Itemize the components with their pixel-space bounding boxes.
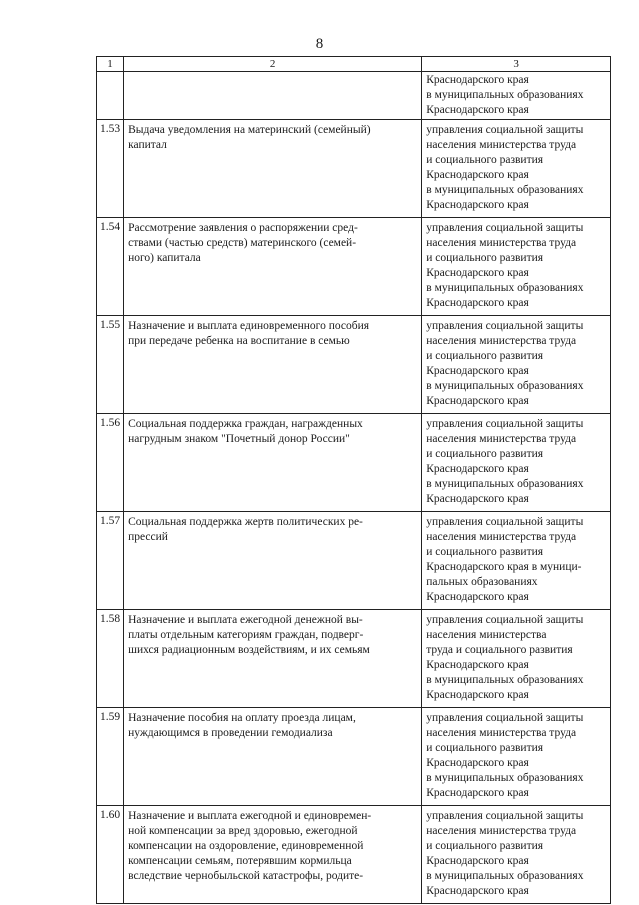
authority-cell xyxy=(422,806,611,904)
authority-line: управления социальной защиты xyxy=(426,712,584,724)
service-line: Назначение и выплата единовременного пособия xyxy=(128,320,370,332)
service-line: прессий xyxy=(128,531,168,543)
authority-line: Краснодарского края xyxy=(426,267,529,279)
authority-line: пальных образованиях xyxy=(426,576,538,588)
authority-line: населения министерства труда xyxy=(426,139,577,151)
authority-line: населения министерства труда xyxy=(426,335,577,347)
authority-cell xyxy=(422,316,611,414)
service-line: компенсации семьям, потерявшим кормильца xyxy=(128,855,352,867)
service-description-cell xyxy=(124,708,422,806)
authority-line: Краснодарского края xyxy=(426,659,529,671)
table-row xyxy=(97,316,611,414)
service-line: нуждающимся в проведении гемодиализа xyxy=(128,727,333,739)
authority-line: в муниципальных образованиях xyxy=(426,89,584,101)
row-number: 1.59 xyxy=(97,708,124,806)
authority-cell xyxy=(422,512,611,610)
authority-line: населения министерства труда xyxy=(426,237,577,249)
authority-line: в муниципальных образованиях xyxy=(426,282,584,294)
service-line: шихся радиационным воздействиям, и их семьям xyxy=(128,644,370,656)
authority-line: управления социальной защиты xyxy=(426,614,584,626)
authority-line: управления социальной защиты xyxy=(426,810,584,822)
service-line: компенсации на оздоровление, единовременной xyxy=(128,840,364,852)
table-header-row xyxy=(97,57,611,72)
authority-line: управления социальной защиты xyxy=(426,222,584,234)
authority-line: Краснодарского края xyxy=(426,297,529,309)
service-description-cell xyxy=(124,806,422,904)
authority-line: Краснодарского края xyxy=(426,395,529,407)
authority-line: и социального развития xyxy=(426,742,544,754)
service-line: платы отдельным категориям граждан, подверг- xyxy=(128,629,364,641)
authority-line: Краснодарского края xyxy=(426,74,529,86)
service-line: Назначение пособия на оплату проезда лицам, xyxy=(128,712,356,724)
services-table xyxy=(96,56,611,904)
table-row xyxy=(97,806,611,904)
continuation-number-cell xyxy=(97,72,124,120)
authority-line: Краснодарского края xyxy=(426,591,529,603)
authority-line: населения министерства xyxy=(426,629,547,641)
authority-line: населения министерства труда xyxy=(426,531,577,543)
table-row xyxy=(97,218,611,316)
authority-line: населения министерства труда xyxy=(426,433,577,445)
authority-line: населения министерства труда xyxy=(426,825,577,837)
authority-line: и социального развития xyxy=(426,252,544,264)
authority-line: Краснодарского края xyxy=(426,104,529,116)
authority-line: Краснодарского края xyxy=(426,787,529,799)
row-number: 1.55 xyxy=(97,316,124,414)
authority-line: в муниципальных образованиях xyxy=(426,184,584,196)
service-line: Социальная поддержка граждан, награжденных xyxy=(128,418,363,430)
service-line: вследствие чернобыльской катастрофы, родите- xyxy=(128,870,364,882)
row-number: 1.53 xyxy=(97,120,124,218)
header-col-2: 2 xyxy=(124,57,422,72)
authority-line: Краснодарского края xyxy=(426,855,529,867)
row-number: 1.57 xyxy=(97,512,124,610)
authority-cell xyxy=(422,610,611,708)
table-row xyxy=(97,708,611,806)
authority-line: и социального развития xyxy=(426,448,544,460)
authority-line: управления социальной защиты xyxy=(426,124,584,136)
authority-line: управления социальной защиты xyxy=(426,320,584,332)
row-number: 1.60 xyxy=(97,806,124,904)
table-row xyxy=(97,414,611,512)
service-line: ствами (частью средств) материнского (семей- xyxy=(128,237,357,249)
service-line: ной компенсации за вред здоровью, ежегодной xyxy=(128,825,358,837)
row-number: 1.58 xyxy=(97,610,124,708)
authority-line: Краснодарского края xyxy=(426,199,529,211)
service-line: Рассмотрение заявления о распоряжении сред- xyxy=(128,222,358,234)
table-row xyxy=(97,512,611,610)
service-line: Назначение и выплата ежегодной и единовремен- xyxy=(128,810,372,822)
table-row xyxy=(97,610,611,708)
service-line: Назначение и выплата ежегодной денежной вы- xyxy=(128,614,363,626)
authority-line: населения министерства труда xyxy=(426,727,577,739)
authority-cell xyxy=(422,708,611,806)
authority-line: Краснодарского края xyxy=(426,493,529,505)
authority-line: и социального развития xyxy=(426,546,544,558)
authority-line: Краснодарского края в муници- xyxy=(426,561,582,573)
authority-line: в муниципальных образованиях xyxy=(426,772,584,784)
page-number: 8 xyxy=(315,36,324,52)
row-number: 1.54 xyxy=(97,218,124,316)
authority-line: труда и социального развития xyxy=(426,644,573,656)
authority-line: Краснодарского края xyxy=(426,885,529,897)
continuation-row xyxy=(97,72,611,120)
service-description-cell xyxy=(124,316,422,414)
service-description-cell xyxy=(124,218,422,316)
authority-cell xyxy=(422,414,611,512)
service-description-cell xyxy=(124,512,422,610)
authority-cell xyxy=(422,120,611,218)
authority-line: Краснодарского края xyxy=(426,365,529,377)
service-line: Социальная поддержка жертв политических ре- xyxy=(128,516,363,528)
authority-line: Краснодарского края xyxy=(426,689,529,701)
table-row xyxy=(97,120,611,218)
authority-line: управления социальной защиты xyxy=(426,516,584,528)
header-col-1: 1 xyxy=(97,57,124,72)
service-description-cell xyxy=(124,120,422,218)
service-line: нагрудным знаком "Почетный донор России" xyxy=(128,433,350,445)
service-description-cell xyxy=(124,610,422,708)
continuation-authority-cell xyxy=(422,72,611,120)
authority-line: и социального развития xyxy=(426,350,544,362)
authority-line: в муниципальных образованиях xyxy=(426,478,584,490)
service-line: капитал xyxy=(128,139,167,151)
authority-line: в муниципальных образованиях xyxy=(426,674,584,686)
authority-line: Краснодарского края xyxy=(426,463,529,475)
authority-line: в муниципальных образованиях xyxy=(426,380,584,392)
row-number: 1.56 xyxy=(97,414,124,512)
continuation-service-cell xyxy=(124,72,422,120)
authority-line: и социального развития xyxy=(426,154,544,166)
authority-cell xyxy=(422,218,611,316)
authority-line: управления социальной защиты xyxy=(426,418,584,430)
authority-line: в муниципальных образованиях xyxy=(426,870,584,882)
service-line: ного) капитала xyxy=(128,252,201,264)
authority-line: и социального развития xyxy=(426,840,544,852)
authority-line: Краснодарского края xyxy=(426,169,529,181)
service-line: при передаче ребенка на воспитание в семью xyxy=(128,335,350,347)
service-description-cell xyxy=(124,414,422,512)
header-col-3: 3 xyxy=(422,57,611,72)
authority-line: Краснодарского края xyxy=(426,757,529,769)
service-line: Выдача уведомления на материнский (семейный) xyxy=(128,124,371,136)
